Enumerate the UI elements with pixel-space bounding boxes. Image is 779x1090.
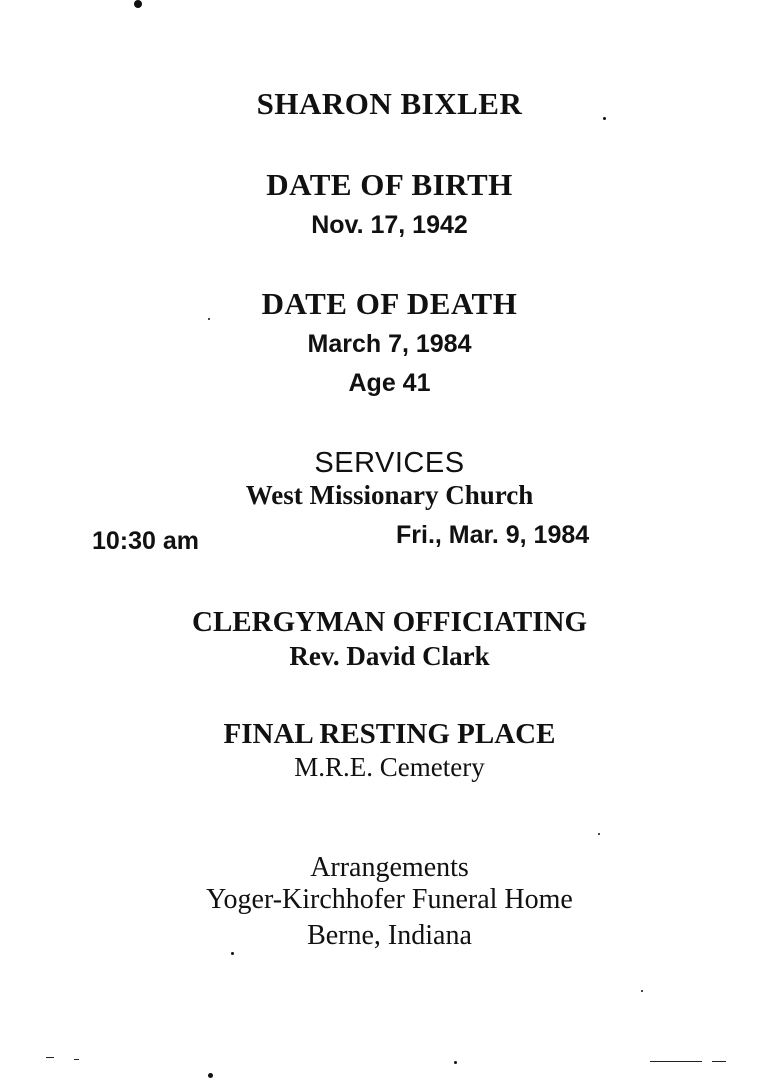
deceased-name: SHARON BIXLER [256,86,523,121]
services-time: 10:30 am [92,527,200,555]
scan-speck [134,0,142,8]
scan-speck [603,117,606,120]
resting-heading: FINAL RESTING PLACE [223,718,556,750]
services-heading: SERVICES [314,447,465,479]
scan-speck [231,952,234,955]
scan-speck [641,990,643,992]
arrangements-heading: Arrangements [310,852,469,883]
scan-speck [208,1073,213,1078]
scan-speck [598,833,600,835]
scan-mark [74,1059,79,1060]
services-date: Fri., Mar. 9, 1984 [396,521,590,549]
clergy-heading: CLERGYMAN OFFICIATING [192,606,587,638]
funeral-home: Yoger-Kirchhofer Funeral Home [206,884,573,915]
resting-place: M.R.E. Cemetery [294,752,485,782]
birth-date: Nov. 17, 1942 [311,211,468,239]
birth-heading: DATE OF BIRTH [266,167,513,202]
death-heading: DATE OF DEATH [261,286,518,321]
services-location: West Missionary Church [245,480,534,510]
scan-speck [454,1061,457,1064]
scan-mark [46,1057,54,1058]
scan-mark [712,1061,726,1062]
clergy-name: Rev. David Clark [289,641,490,671]
scan-speck [208,318,210,320]
age: Age 41 [348,369,431,397]
funeral-location: Berne, Indiana [307,920,472,951]
scan-mark [650,1061,702,1062]
death-date: March 7, 1984 [307,330,472,358]
